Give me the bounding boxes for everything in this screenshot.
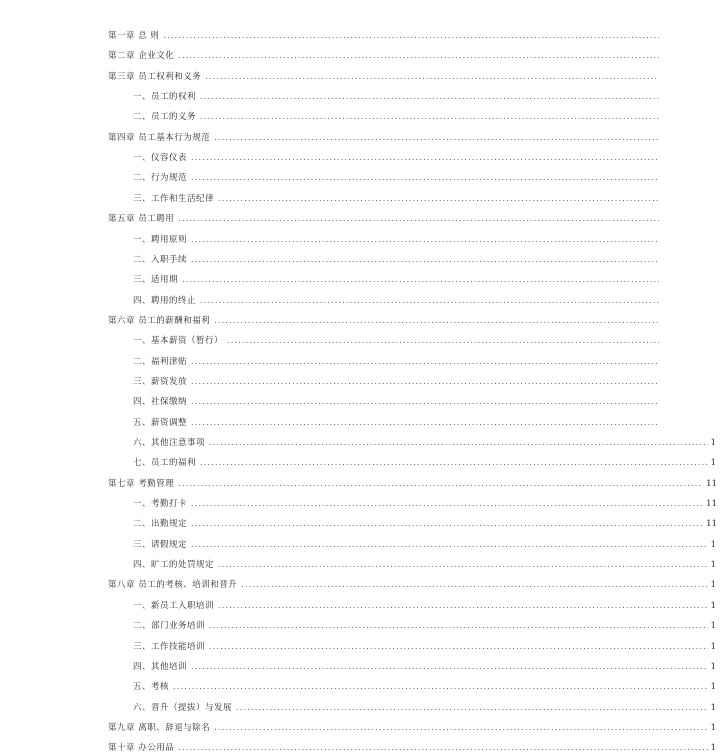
toc-entry-label: 四、其他培训: [133, 661, 188, 672]
toc-entry-label: 二、入职手续: [133, 254, 188, 265]
toc-page-number: 1: [710, 560, 716, 571]
toc-dot-leader: [191, 659, 708, 675]
toc-dot-leader: [178, 211, 659, 227]
toc-entry[interactable]: [108, 48, 662, 64]
toc-entry-label: 五、薪资调整: [133, 417, 188, 428]
toc-entry-label: 二、员工的义务: [133, 112, 197, 123]
toc-entry-label: 四、社保缴纳: [133, 397, 188, 408]
toc-dot-leader: [178, 476, 703, 492]
toc-entry[interactable]: [133, 252, 662, 268]
toc-entry[interactable]: [133, 537, 716, 553]
toc-entry-label: 一、聘用原则: [133, 234, 188, 245]
toc-dot-leader: [214, 313, 659, 329]
toc-entry[interactable]: [133, 659, 716, 675]
toc-entry-label: 四、聘用的终止: [133, 295, 197, 306]
toc-entry-label: 三、工作技能培训: [133, 641, 206, 652]
toc-entry-label: 二、出勤规定: [133, 519, 188, 530]
toc-dot-leader: [191, 354, 659, 370]
toc-page-number: 1: [710, 702, 716, 713]
toc-entry-label: 六、晋升（提拔）与发展: [133, 702, 233, 713]
toc-dot-leader: [191, 415, 659, 431]
toc-dot-leader: [205, 69, 659, 85]
toc-entry[interactable]: [133, 435, 716, 451]
toc-dot-leader: [191, 516, 703, 532]
toc-entry-label: 四、旷工的处罚规定: [133, 560, 215, 571]
toc-entry[interactable]: [133, 374, 662, 390]
toc-entry[interactable]: [133, 618, 716, 634]
toc-entry[interactable]: [133, 109, 662, 125]
toc-entry-label: 第二章 企业文化: [108, 51, 175, 62]
toc-dot-leader: [191, 496, 703, 512]
toc-dot-leader: [191, 150, 659, 166]
toc-dot-leader: [191, 537, 708, 553]
toc-dot-leader: [241, 577, 707, 593]
toc-dot-leader: [173, 679, 708, 695]
toc-dot-leader: [191, 232, 659, 248]
toc-entry-label: 二、行为规范: [133, 173, 188, 184]
toc-entry[interactable]: [133, 639, 716, 655]
toc-dot-leader: [200, 455, 708, 471]
toc-dot-leader: [182, 272, 659, 288]
toc-page-number: 1: [710, 641, 716, 652]
toc-entry-label: 六、其他注意事项: [133, 438, 206, 448]
toc-dot-leader: [236, 700, 708, 716]
toc-entry[interactable]: [133, 150, 662, 166]
toc-entry[interactable]: [108, 476, 717, 492]
toc-entry-label: 一、基本薪资（暂行）: [133, 336, 224, 347]
toc-entry-label: 第九章 离职、辞退与除名: [108, 722, 211, 733]
toc-dot-leader: [209, 435, 708, 451]
toc-entry[interactable]: [108, 313, 662, 329]
toc-dot-leader: [191, 170, 659, 186]
toc-entry-label: 三、适用期: [133, 275, 179, 286]
toc-entry-label: 一、仪容仪表: [133, 153, 188, 164]
toc-dot-leader: [163, 28, 659, 44]
toc-entry-label: 第四章 员工基本行为规范: [108, 132, 211, 143]
toc-entry[interactable]: [133, 557, 716, 573]
toc-dot-leader: [227, 333, 659, 349]
toc-entry[interactable]: [133, 496, 717, 512]
toc-dot-leader: [200, 89, 659, 105]
toc-entry[interactable]: [133, 394, 662, 410]
toc-page-number: 1: [710, 621, 716, 632]
toc-entry[interactable]: [133, 333, 662, 349]
toc-entry-label: 二、部门业务培训: [133, 621, 206, 632]
toc-entry-label: 第五章 员工聘用: [108, 214, 175, 225]
toc-entry-label: 第六章 员工的薪酬和福利: [108, 315, 211, 326]
toc-dot-leader: [218, 191, 659, 207]
toc-page-number: 1: [710, 682, 716, 693]
toc-dot-leader: [178, 48, 659, 64]
toc-entry-label: 三、请假规定: [133, 539, 188, 550]
toc-dot-leader: [191, 252, 659, 268]
toc-dot-leader: [218, 557, 708, 573]
toc-entry[interactable]: [133, 598, 716, 614]
toc-entry-label: 第七章 考勤管理: [108, 478, 175, 489]
toc-entry[interactable]: [133, 516, 717, 532]
toc-entry[interactable]: [133, 455, 716, 471]
toc-entry[interactable]: [108, 720, 716, 736]
toc-page-number: 1: [710, 458, 716, 469]
toc-entry[interactable]: [108, 211, 662, 227]
toc-page-number: 1: [710, 580, 716, 591]
toc-page-number: 11: [706, 519, 717, 530]
toc-entry[interactable]: [133, 232, 662, 248]
toc-dot-leader: [209, 618, 708, 634]
toc-dot-leader: [200, 293, 659, 309]
toc-entry-label: 第三章 员工权利和义务: [108, 71, 202, 82]
toc-entry-label: 一、考勤打卡: [133, 499, 188, 510]
toc-entry-label: 二、福利津贴: [133, 356, 188, 367]
toc-dot-leader: [209, 639, 708, 655]
toc-entry[interactable]: [108, 577, 716, 593]
toc-entry-label: 一、员工的权利: [133, 92, 197, 103]
toc-entry-label: 第一章 总 则: [108, 31, 160, 41]
toc-page-number: 1: [710, 743, 716, 754]
toc-entry-label: 第十章 办公用品: [108, 743, 175, 754]
toc-entry[interactable]: [108, 28, 662, 44]
toc-entry[interactable]: [133, 89, 662, 105]
toc-page-number: 1: [710, 539, 716, 550]
toc-dot-leader: [178, 740, 707, 756]
toc-entry[interactable]: [133, 170, 662, 186]
toc-entry[interactable]: [133, 679, 716, 695]
toc-dot-leader: [218, 598, 708, 614]
toc-dot-leader: [191, 374, 659, 390]
toc-page-number: 1: [710, 600, 716, 611]
toc-dot-leader: [214, 130, 659, 146]
toc-entry[interactable]: [133, 293, 662, 309]
toc-entry[interactable]: [108, 130, 662, 146]
toc-entry[interactable]: [133, 354, 662, 370]
toc-entry-label: 第八章 员工的考核、培训和晋升: [108, 580, 238, 591]
toc-page-number: 1: [710, 438, 716, 448]
toc-page-number: 11: [706, 499, 717, 510]
toc-page-number: 1: [710, 661, 716, 672]
toc-entry[interactable]: [133, 272, 662, 288]
toc-entry-label: 三、工作和生活纪律: [133, 193, 215, 204]
toc-dot-leader: [191, 394, 659, 410]
toc-entry-label: 三、薪资发放: [133, 376, 188, 387]
toc-entry[interactable]: [108, 740, 716, 756]
toc-page-number: 11: [706, 478, 717, 489]
toc-entry-label: 五、考核: [133, 682, 170, 693]
toc-entry[interactable]: [133, 700, 716, 716]
toc-page-number: 1: [710, 722, 716, 733]
toc-entry[interactable]: [133, 415, 662, 431]
toc-entry[interactable]: [108, 69, 662, 85]
toc-entry-label: 七、员工的福利: [133, 458, 197, 469]
toc-dot-leader: [200, 109, 659, 125]
toc-entry-label: 一、新员工入职培训: [133, 600, 215, 611]
toc-entry[interactable]: [133, 191, 662, 207]
toc-dot-leader: [214, 720, 707, 736]
